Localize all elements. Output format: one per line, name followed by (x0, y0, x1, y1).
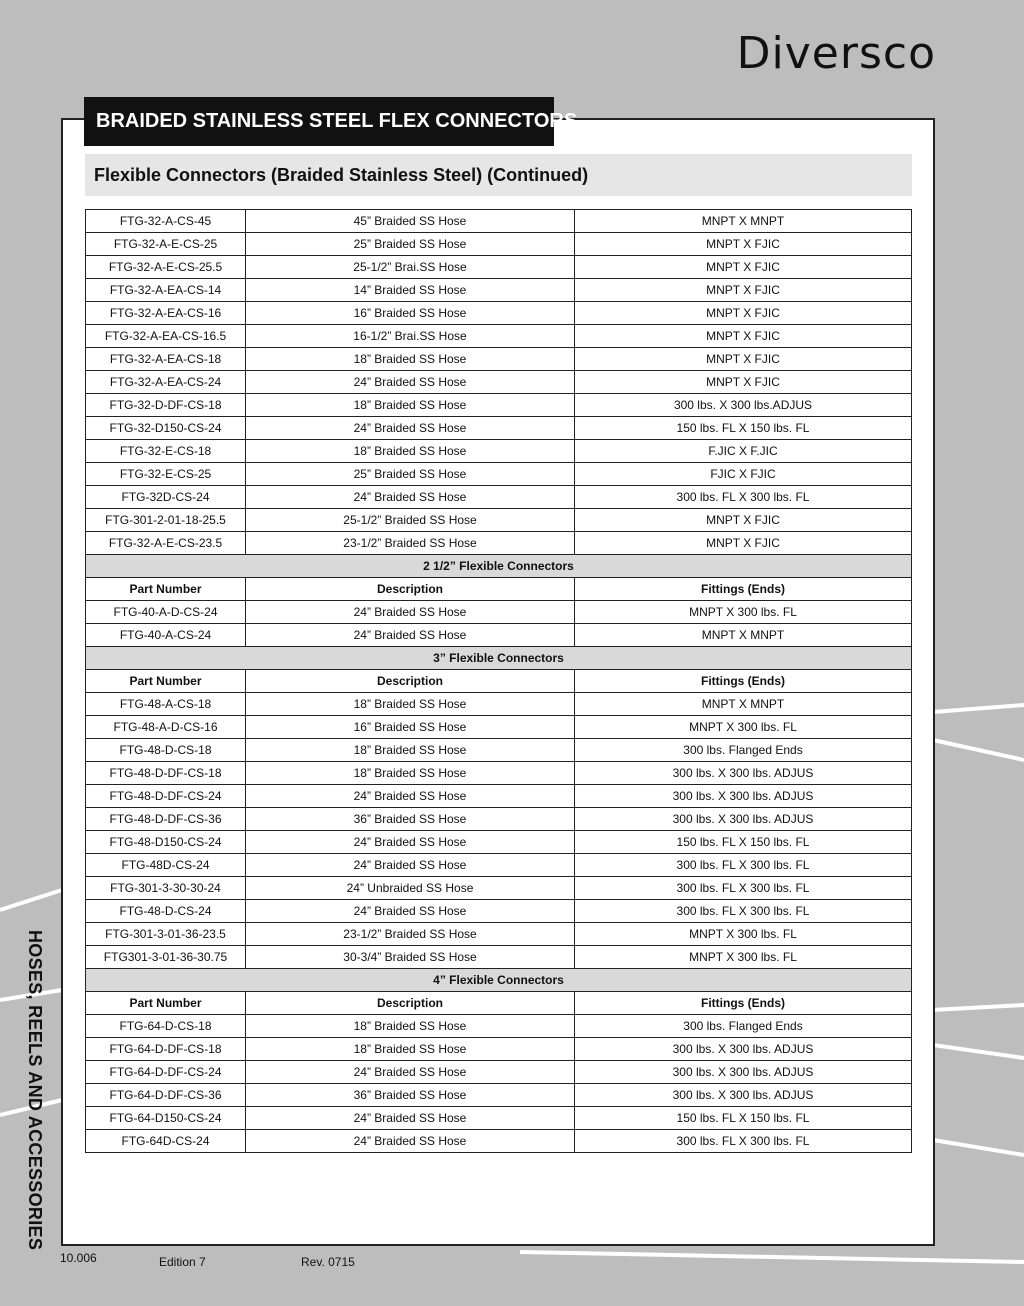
footer-revision: Rev. 0715 (301, 1255, 355, 1269)
table-row (86, 1084, 912, 1107)
part-number-cell: FTG-32-A-E-CS-25.5 (86, 256, 246, 279)
description-cell: 24” Braided SS Hose (246, 1061, 575, 1084)
column-header-fittings: Fittings (Ends) (575, 578, 912, 601)
description-cell: 36” Braided SS Hose (246, 808, 575, 831)
fittings-cell: MNPT X FJIC (575, 302, 912, 325)
description-cell: 24” Braided SS Hose (246, 854, 575, 877)
description-cell: 23-1/2” Braided SS Hose (246, 923, 575, 946)
part-number-cell: FTG-32-A-EA-CS-16.5 (86, 325, 246, 348)
description-cell: 24” Braided SS Hose (246, 1107, 575, 1130)
fittings-cell: 150 lbs. FL X 150 lbs. FL (575, 1107, 912, 1130)
section-heading: 3” Flexible Connectors (86, 647, 912, 670)
part-number-cell: FTG-64-D-CS-18 (86, 1015, 246, 1038)
description-cell: 14” Braided SS Hose (246, 279, 575, 302)
description-cell: 25” Braided SS Hose (246, 463, 575, 486)
part-number-cell: FTG-64-D-DF-CS-24 (86, 1061, 246, 1084)
table-row (86, 946, 912, 969)
fittings-cell: MNPT X MNPT (575, 624, 912, 647)
table-row (86, 486, 912, 509)
brand-logo: Diversco (736, 28, 936, 79)
table-row (86, 279, 912, 302)
fittings-cell: 300 lbs. X 300 lbs.ADJUS (575, 394, 912, 417)
footer-page-number: 10.006 (60, 1251, 97, 1265)
fittings-cell: 300 lbs. X 300 lbs. ADJUS (575, 1084, 912, 1107)
table-row (86, 1015, 912, 1038)
table-row (86, 716, 912, 739)
part-number-cell: FTG-32-A-EA-CS-14 (86, 279, 246, 302)
table-row (86, 785, 912, 808)
table-row (86, 1038, 912, 1061)
fittings-cell: 300 lbs. FL X 300 lbs. FL (575, 900, 912, 923)
part-number-cell: FTG-48-D-CS-24 (86, 900, 246, 923)
fittings-cell: MNPT X FJIC (575, 532, 912, 555)
footer-edition: Edition 7 (159, 1255, 206, 1269)
column-header-fittings: Fittings (Ends) (575, 670, 912, 693)
fittings-cell: MNPT X FJIC (575, 279, 912, 302)
part-number-cell: FTG-48-D-DF-CS-18 (86, 762, 246, 785)
part-number-cell: FTG-48-D-DF-CS-36 (86, 808, 246, 831)
description-cell: 16” Braided SS Hose (246, 716, 575, 739)
part-number-cell: FTG-32-D-DF-CS-18 (86, 394, 246, 417)
part-number-cell: FTG-301-3-01-36-23.5 (86, 923, 246, 946)
table-row (86, 900, 912, 923)
part-number-cell: FTG-32-E-CS-18 (86, 440, 246, 463)
parts-table (85, 209, 912, 1153)
description-cell: 24” Unbraided SS Hose (246, 877, 575, 900)
fittings-cell: 300 lbs. FL X 300 lbs. FL (575, 486, 912, 509)
table-row (86, 417, 912, 440)
description-cell: 18” Braided SS Hose (246, 394, 575, 417)
column-header-row (86, 992, 912, 1015)
column-header-part-number: Part Number (86, 670, 246, 693)
description-cell: 18” Braided SS Hose (246, 739, 575, 762)
fittings-cell: MNPT X MNPT (575, 210, 912, 233)
column-header-row (86, 578, 912, 601)
table-row (86, 371, 912, 394)
fittings-cell: 300 lbs. Flanged Ends (575, 739, 912, 762)
part-number-cell: FTG-32-E-CS-25 (86, 463, 246, 486)
description-cell: 36” Braided SS Hose (246, 1084, 575, 1107)
page-title: BRAIDED STAINLESS STEEL FLEX CONNECTORS (96, 110, 578, 132)
table-row (86, 762, 912, 785)
column-header-row (86, 670, 912, 693)
part-number-cell: FTG-32-D150-CS-24 (86, 417, 246, 440)
fittings-cell: F.JIC X F.JIC (575, 440, 912, 463)
section-heading: 4” Flexible Connectors (86, 969, 912, 992)
description-cell: 24” Braided SS Hose (246, 831, 575, 854)
fittings-cell: 300 lbs. X 300 lbs. ADJUS (575, 1061, 912, 1084)
table-row (86, 325, 912, 348)
description-cell: 24” Braided SS Hose (246, 601, 575, 624)
part-number-cell: FTG-64-D-DF-CS-18 (86, 1038, 246, 1061)
table-row (86, 624, 912, 647)
description-cell: 25” Braided SS Hose (246, 233, 575, 256)
section-title-bar (84, 97, 578, 146)
description-cell: 24” Braided SS Hose (246, 900, 575, 923)
side-category-label: HOSES, REELS AND ACCESSORIES (25, 930, 45, 1251)
fittings-cell: 150 lbs. FL X 150 lbs. FL (575, 831, 912, 854)
description-cell: 18” Braided SS Hose (246, 440, 575, 463)
fittings-cell: MNPT X FJIC (575, 348, 912, 371)
table-row (86, 808, 912, 831)
part-number-cell: FTG-32-A-E-CS-25 (86, 233, 246, 256)
fittings-cell: FJIC X FJIC (575, 463, 912, 486)
description-cell: 16-1/2” Brai.SS Hose (246, 325, 575, 348)
fittings-cell: 300 lbs. Flanged Ends (575, 1015, 912, 1038)
part-number-cell: FTG-32-A-CS-45 (86, 210, 246, 233)
description-cell: 25-1/2” Brai.SS Hose (246, 256, 575, 279)
fittings-cell: MNPT X FJIC (575, 509, 912, 532)
fittings-cell: MNPT X 300 lbs. FL (575, 923, 912, 946)
column-header-part-number: Part Number (86, 578, 246, 601)
table-row (86, 394, 912, 417)
description-cell: 24” Braided SS Hose (246, 371, 575, 394)
fittings-cell: MNPT X FJIC (575, 256, 912, 279)
description-cell: 24” Braided SS Hose (246, 624, 575, 647)
fittings-cell: MNPT X 300 lbs. FL (575, 946, 912, 969)
table-row (86, 1130, 912, 1153)
subtitle-bar (85, 154, 912, 196)
description-cell: 18” Braided SS Hose (246, 762, 575, 785)
fittings-cell: MNPT X MNPT (575, 693, 912, 716)
description-cell: 23-1/2” Braided SS Hose (246, 532, 575, 555)
description-cell: 24” Braided SS Hose (246, 417, 575, 440)
description-cell: 30-3/4” Braided SS Hose (246, 946, 575, 969)
description-cell: 24” Braided SS Hose (246, 486, 575, 509)
part-number-cell: FTG-48-D-DF-CS-24 (86, 785, 246, 808)
part-number-cell: FTG-64D-CS-24 (86, 1130, 246, 1153)
table-row (86, 463, 912, 486)
column-header-description: Description (246, 670, 575, 693)
section-heading-row (86, 647, 912, 670)
table-row (86, 877, 912, 900)
fittings-cell: 150 lbs. FL X 150 lbs. FL (575, 417, 912, 440)
part-number-cell: FTG-32-A-EA-CS-18 (86, 348, 246, 371)
description-cell: 18” Braided SS Hose (246, 1015, 575, 1038)
part-number-cell: FTG-48-A-D-CS-16 (86, 716, 246, 739)
fittings-cell: 300 lbs. FL X 300 lbs. FL (575, 854, 912, 877)
description-cell: 25-1/2” Braided SS Hose (246, 509, 575, 532)
fittings-cell: MNPT X FJIC (575, 371, 912, 394)
part-number-cell: FTG-32D-CS-24 (86, 486, 246, 509)
part-number-cell: FTG-48-D-CS-18 (86, 739, 246, 762)
fittings-cell: MNPT X 300 lbs. FL (575, 716, 912, 739)
part-number-cell: FTG-48D-CS-24 (86, 854, 246, 877)
section-heading: 2 1/2” Flexible Connectors (86, 555, 912, 578)
part-number-cell: FTG-32-A-EA-CS-24 (86, 371, 246, 394)
description-cell: 16” Braided SS Hose (246, 302, 575, 325)
table-row (86, 509, 912, 532)
column-header-fittings: Fittings (Ends) (575, 992, 912, 1015)
fittings-cell: 300 lbs. X 300 lbs. ADJUS (575, 808, 912, 831)
table-row (86, 256, 912, 279)
table-row (86, 233, 912, 256)
fittings-cell: 300 lbs. X 300 lbs. ADJUS (575, 785, 912, 808)
fittings-cell: 300 lbs. FL X 300 lbs. FL (575, 877, 912, 900)
part-number-cell: FTG301-3-01-36-30.75 (86, 946, 246, 969)
table-row (86, 1107, 912, 1130)
table-row (86, 601, 912, 624)
part-number-cell: FTG-301-2-01-18-25.5 (86, 509, 246, 532)
fittings-cell: MNPT X FJIC (575, 233, 912, 256)
table-row (86, 440, 912, 463)
part-number-cell: FTG-48-A-CS-18 (86, 693, 246, 716)
table-row (86, 693, 912, 716)
description-cell: 18” Braided SS Hose (246, 693, 575, 716)
fittings-cell: MNPT X 300 lbs. FL (575, 601, 912, 624)
fittings-cell: MNPT X FJIC (575, 325, 912, 348)
fittings-cell: 300 lbs. X 300 lbs. ADJUS (575, 1038, 912, 1061)
page-subtitle: Flexible Connectors (Braided Stainless Steel) (Continued) (94, 165, 589, 185)
column-header-description: Description (246, 578, 575, 601)
table-row (86, 739, 912, 762)
table-row (86, 1061, 912, 1084)
table-row (86, 348, 912, 371)
fittings-cell: 300 lbs. FL X 300 lbs. FL (575, 1130, 912, 1153)
column-header-description: Description (246, 992, 575, 1015)
table-row (86, 532, 912, 555)
description-cell: 45” Braided SS Hose (246, 210, 575, 233)
description-cell: 24” Braided SS Hose (246, 1130, 575, 1153)
section-heading-row (86, 969, 912, 992)
table-row (86, 923, 912, 946)
table-row (86, 854, 912, 877)
table-row (86, 302, 912, 325)
part-number-cell: FTG-64-D150-CS-24 (86, 1107, 246, 1130)
fittings-cell: 300 lbs. X 300 lbs. ADJUS (575, 762, 912, 785)
part-number-cell: FTG-301-3-30-30-24 (86, 877, 246, 900)
part-number-cell: FTG-32-A-EA-CS-16 (86, 302, 246, 325)
part-number-cell: FTG-32-A-E-CS-23.5 (86, 532, 246, 555)
part-number-cell: FTG-64-D-DF-CS-36 (86, 1084, 246, 1107)
column-header-part-number: Part Number (86, 992, 246, 1015)
table-row (86, 210, 912, 233)
section-heading-row (86, 555, 912, 578)
description-cell: 18” Braided SS Hose (246, 348, 575, 371)
part-number-cell: FTG-40-A-D-CS-24 (86, 601, 246, 624)
part-number-cell: FTG-40-A-CS-24 (86, 624, 246, 647)
part-number-cell: FTG-48-D150-CS-24 (86, 831, 246, 854)
description-cell: 18” Braided SS Hose (246, 1038, 575, 1061)
description-cell: 24” Braided SS Hose (246, 785, 575, 808)
table-row (86, 831, 912, 854)
